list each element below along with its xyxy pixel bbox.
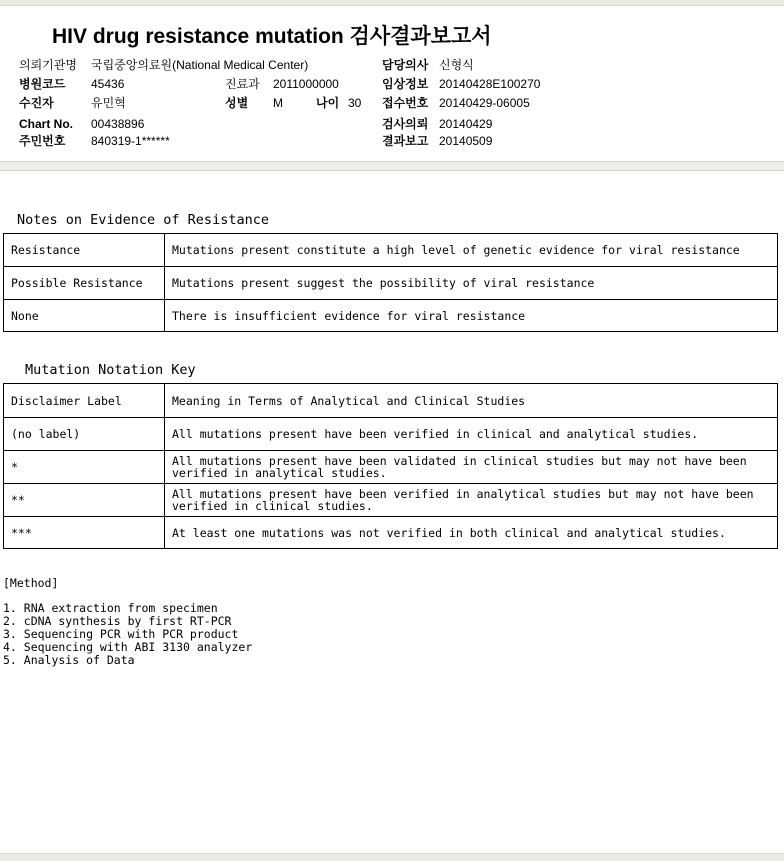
method-title: [Method] — [3, 576, 59, 590]
evidence-table — [3, 233, 778, 332]
evidence-text-cell: Mutations present suggest the possibility of viral resistance — [165, 267, 778, 300]
doctor-value: 신형식 — [439, 58, 474, 72]
table-row — [4, 418, 778, 451]
receipt-no-label: 접수번호 — [382, 96, 429, 110]
resident-no-value: 840319-1****** — [91, 134, 170, 148]
department-label: 진료과 — [225, 77, 260, 91]
notation-text-cell: All mutations present have been verified in analytical studies but may not have been verified in clinical studies. — [165, 484, 778, 517]
evidence-label-cell: Possible Resistance — [4, 267, 165, 300]
age-value: 30 — [348, 96, 362, 110]
clinical-info-label: 임상정보 — [382, 77, 429, 91]
sex-label: 성별 — [225, 96, 249, 110]
table-row — [4, 267, 778, 300]
notation-section-title: Mutation Notation Key — [25, 362, 196, 378]
evidence-label-cell: None — [4, 300, 165, 332]
evidence-text-cell: There is insufficient evidence for viral resistance — [165, 300, 778, 332]
clinical-info-value: 20140428E100270 — [439, 77, 541, 91]
evidence-text-cell: Mutations present constitute a high level of genetic evidence for viral resistance — [165, 234, 778, 267]
request-date-label: 검사의뢰 — [382, 117, 429, 131]
evidence-label-cell: Resistance — [4, 234, 165, 267]
resident-no-label: 주민번호 — [19, 134, 66, 148]
receipt-no-value: 20140429-06005 — [439, 96, 530, 110]
notation-header-label: Disclaimer Label — [4, 384, 165, 418]
chart-no-label: Chart No. — [19, 117, 73, 131]
bottom-border-bar — [0, 853, 784, 861]
request-date-value: 20140429 — [439, 117, 493, 131]
table-row — [4, 517, 778, 549]
report-date-label: 결과보고 — [382, 134, 429, 148]
notation-label-cell: * — [4, 451, 165, 484]
hospital-code-value: 45436 — [91, 77, 125, 91]
table-row — [4, 384, 778, 418]
patient-value: 유민혁 — [91, 96, 126, 110]
notation-text-cell: All mutations present have been validated in clinical studies but may not have been verified in analytical studies. — [165, 451, 778, 484]
table-row — [4, 300, 778, 332]
institution-value: 국립중앙의료원(National Medical Center) — [91, 58, 309, 72]
table-row — [4, 451, 778, 484]
chart-no-value: 00438896 — [91, 117, 145, 131]
doctor-label: 담당의사 — [382, 58, 429, 72]
list-item: 4. Sequencing with ABI 3130 analyzer — [3, 640, 253, 654]
table-row — [4, 484, 778, 517]
department-value: 2011000000 — [273, 77, 339, 91]
patient-label: 수진자 — [19, 96, 54, 110]
evidence-section-title: Notes on Evidence of Resistance — [17, 212, 269, 228]
institution-label: 의뢰기관명 — [19, 58, 77, 72]
notation-label-cell: *** — [4, 517, 165, 549]
table-row — [4, 234, 778, 267]
notation-header-text: Meaning in Terms of Analytical and Clinical Studies — [165, 384, 778, 418]
top-border-bar — [0, 0, 784, 6]
section-divider-band — [0, 161, 784, 171]
hospital-code-label: 병원코드 — [19, 77, 66, 91]
list-item: 2. cDNA synthesis by first RT-PCR — [3, 614, 232, 628]
report-date-value: 20140509 — [439, 134, 493, 148]
notation-table — [3, 383, 778, 549]
list-item: 1. RNA extraction from specimen — [3, 601, 218, 615]
notation-text-cell: All mutations present have been verified in clinical and analytical studies. — [165, 418, 778, 451]
sex-value: M — [273, 96, 283, 110]
list-item: 5. Analysis of Data — [3, 653, 135, 667]
report-title: HIV drug resistance mutation 검사결과보고서 — [52, 25, 492, 48]
age-label: 나이 — [316, 96, 340, 110]
notation-label-cell: (no label) — [4, 418, 165, 451]
notation-text-cell: At least one mutations was not verified in both clinical and analytical studies. — [165, 517, 778, 549]
list-item: 3. Sequencing PCR with PCR product — [3, 627, 239, 641]
notation-label-cell: ** — [4, 484, 165, 517]
